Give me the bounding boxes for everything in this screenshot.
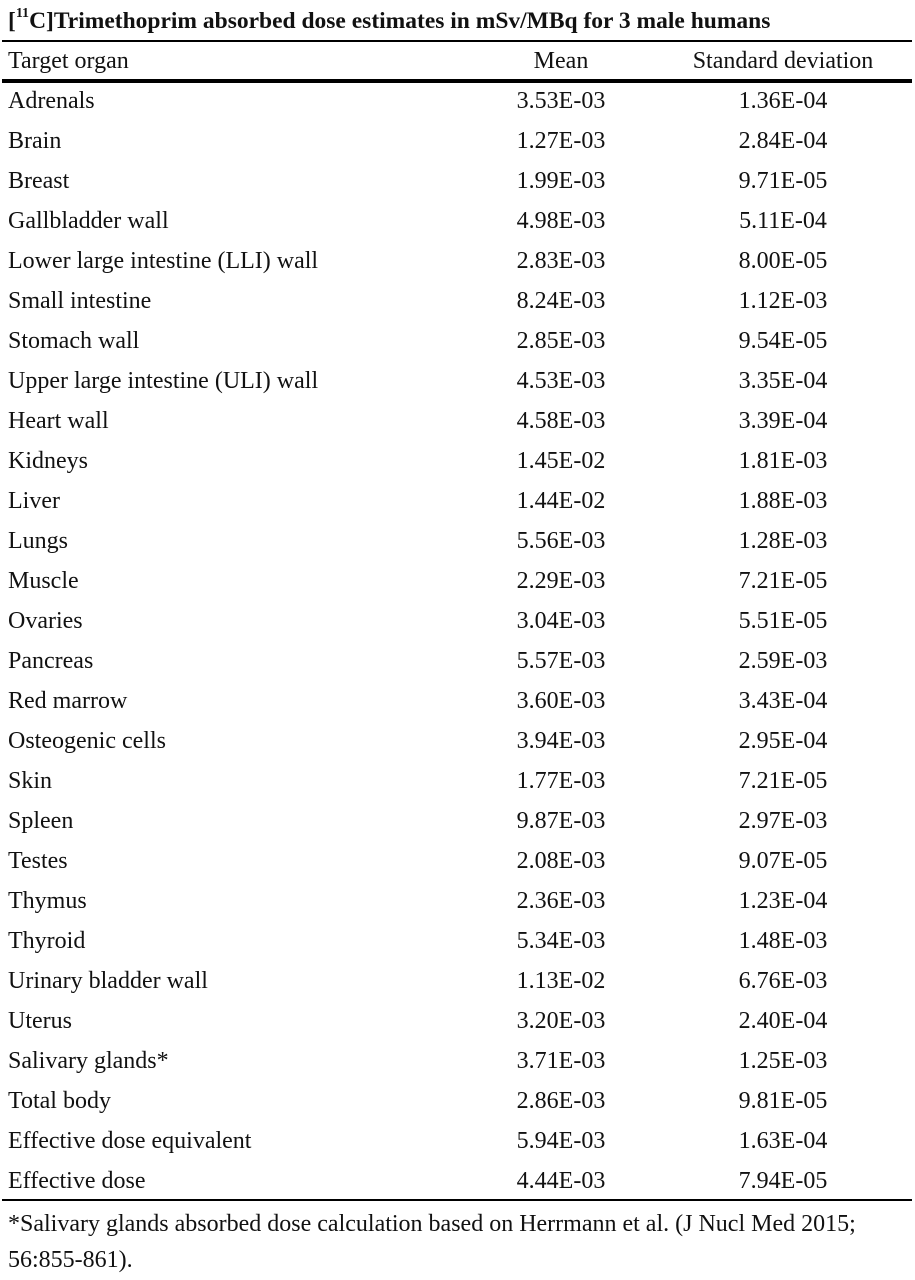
cell-mean: 9.87E-03	[516, 808, 606, 834]
table-row	[0, 601, 915, 641]
cell-target-organ: Urinary bladder wall	[8, 968, 208, 994]
cell-standard-deviation: 3.35E-04	[738, 368, 828, 394]
cell-standard-deviation: 9.71E-05	[738, 168, 828, 194]
cell-standard-deviation: 2.59E-03	[738, 648, 828, 674]
table-row	[0, 761, 915, 801]
cell-target-organ: Liver	[8, 488, 60, 514]
cell-mean: 4.44E-03	[516, 1168, 606, 1194]
table-row	[0, 681, 915, 721]
cell-standard-deviation: 3.39E-04	[738, 408, 828, 434]
table-row	[0, 1121, 915, 1161]
cell-target-organ: Lower large intestine (LLI) wall	[8, 248, 319, 274]
header-target-organ: Target organ	[8, 48, 129, 74]
cell-standard-deviation: 1.25E-03	[738, 1048, 828, 1074]
cell-mean: 5.56E-03	[516, 528, 606, 554]
cell-mean: 1.13E-02	[516, 968, 606, 994]
cell-standard-deviation: 1.28E-03	[738, 528, 828, 554]
table-row	[0, 881, 915, 921]
cell-mean: 8.24E-03	[516, 288, 606, 314]
table-row	[0, 961, 915, 1001]
table-row	[0, 1001, 915, 1041]
cell-target-organ: Testes	[8, 848, 68, 874]
cell-mean: 5.34E-03	[516, 928, 606, 954]
cell-mean: 4.58E-03	[516, 408, 606, 434]
cell-standard-deviation: 8.00E-05	[738, 248, 828, 274]
cell-mean: 1.27E-03	[516, 128, 606, 154]
cell-target-organ: Adrenals	[8, 88, 95, 114]
cell-mean: 3.71E-03	[516, 1048, 606, 1074]
header-mean: Mean	[533, 48, 589, 74]
cell-target-organ: Total body	[8, 1088, 111, 1114]
table-header-row	[0, 41, 915, 81]
table-row	[0, 121, 915, 161]
bottom-rule	[2, 1199, 912, 1201]
cell-standard-deviation: 5.11E-04	[739, 208, 827, 234]
cell-standard-deviation: 1.63E-04	[738, 1128, 828, 1154]
title-superscript: 11	[15, 6, 30, 22]
cell-target-organ: Uterus	[8, 1008, 72, 1034]
table-row	[0, 321, 915, 361]
cell-standard-deviation: 9.81E-05	[738, 1088, 828, 1114]
cell-standard-deviation: 1.12E-03	[738, 288, 828, 314]
table-row	[0, 1081, 915, 1121]
table-row	[0, 721, 915, 761]
cell-target-organ: Ovaries	[8, 608, 83, 634]
cell-target-organ: Pancreas	[8, 648, 94, 674]
cell-target-organ: Skin	[8, 768, 53, 794]
table-row	[0, 921, 915, 961]
cell-mean: 4.53E-03	[516, 368, 606, 394]
cell-mean: 2.86E-03	[516, 1088, 606, 1114]
table-row	[0, 361, 915, 401]
cell-standard-deviation: 7.94E-05	[738, 1168, 828, 1194]
cell-mean: 3.94E-03	[516, 728, 606, 754]
cell-target-organ: Gallbladder wall	[8, 208, 169, 234]
cell-target-organ: Red marrow	[8, 688, 128, 714]
cell-mean: 5.94E-03	[516, 1128, 606, 1154]
cell-standard-deviation: 5.51E-05	[738, 608, 828, 634]
title-text: C]Trimethoprim absorbed dose estimates in mSv/MBq for 3 male humans	[29, 8, 771, 34]
cell-mean: 5.57E-03	[516, 648, 606, 674]
cell-target-organ: Thymus	[8, 888, 87, 914]
table-row	[0, 1161, 915, 1201]
cell-target-organ: Salivary glands*	[8, 1048, 169, 1074]
cell-target-organ: Effective dose	[8, 1168, 146, 1194]
table-title	[8, 6, 908, 36]
cell-mean: 4.98E-03	[516, 208, 606, 234]
cell-target-organ: Brain	[8, 128, 62, 154]
cell-mean: 2.83E-03	[516, 248, 606, 274]
cell-target-organ: Effective dose equivalent	[8, 1128, 252, 1154]
table-row	[0, 81, 915, 121]
cell-target-organ: Osteogenic cells	[8, 728, 166, 754]
cell-standard-deviation: 7.21E-05	[738, 768, 828, 794]
cell-standard-deviation: 9.54E-05	[738, 328, 828, 354]
table-row	[0, 641, 915, 681]
cell-target-organ: Spleen	[8, 808, 74, 834]
table-row	[0, 441, 915, 481]
title-prefix: [	[8, 8, 16, 34]
cell-target-organ: Thyroid	[8, 928, 86, 954]
table-row	[0, 201, 915, 241]
cell-standard-deviation: 7.21E-05	[738, 568, 828, 594]
header-standard-deviation: Standard deviation	[692, 48, 874, 74]
cell-standard-deviation: 2.97E-03	[738, 808, 828, 834]
cell-standard-deviation: 1.48E-03	[738, 928, 828, 954]
table-row	[0, 401, 915, 441]
cell-target-organ: Muscle	[8, 568, 79, 594]
cell-target-organ: Lungs	[8, 528, 68, 554]
cell-target-organ: Upper large intestine (ULI) wall	[8, 368, 319, 394]
cell-mean: 3.53E-03	[516, 88, 606, 114]
cell-standard-deviation: 1.88E-03	[738, 488, 828, 514]
cell-standard-deviation: 1.36E-04	[738, 88, 828, 114]
cell-target-organ: Kidneys	[8, 448, 88, 474]
table-row	[0, 1041, 915, 1081]
table-row	[0, 561, 915, 601]
cell-standard-deviation: 2.95E-04	[738, 728, 828, 754]
cell-standard-deviation: 6.76E-03	[738, 968, 828, 994]
table-row	[0, 521, 915, 561]
table-row	[0, 481, 915, 521]
cell-target-organ: Breast	[8, 168, 70, 194]
cell-mean: 1.45E-02	[516, 448, 606, 474]
cell-standard-deviation: 1.81E-03	[738, 448, 828, 474]
table-row	[0, 801, 915, 841]
cell-standard-deviation: 3.43E-04	[738, 688, 828, 714]
table-row	[0, 841, 915, 881]
table-row	[0, 161, 915, 201]
cell-mean: 1.99E-03	[516, 168, 606, 194]
cell-mean: 1.77E-03	[516, 768, 606, 794]
cell-target-organ: Stomach wall	[8, 328, 140, 354]
cell-mean: 1.44E-02	[516, 488, 606, 514]
cell-mean: 2.85E-03	[516, 328, 606, 354]
cell-mean: 3.04E-03	[516, 608, 606, 634]
cell-mean: 3.60E-03	[516, 688, 606, 714]
cell-mean: 2.36E-03	[516, 888, 606, 914]
cell-target-organ: Small intestine	[8, 288, 152, 314]
cell-standard-deviation: 2.40E-04	[738, 1008, 828, 1034]
cell-mean: 2.29E-03	[516, 568, 606, 594]
cell-mean: 2.08E-03	[516, 848, 606, 874]
cell-standard-deviation: 9.07E-05	[738, 848, 828, 874]
footnote: *Salivary glands absorbed dose calculation based on Herrmann et al. (J Nucl Med 2015; 56:855-861).	[8, 1211, 856, 1273]
cell-standard-deviation: 1.23E-04	[738, 888, 828, 914]
cell-standard-deviation: 2.84E-04	[738, 128, 828, 154]
table-row	[0, 241, 915, 281]
cell-mean: 3.20E-03	[516, 1008, 606, 1034]
table-row	[0, 281, 915, 321]
cell-target-organ: Heart wall	[8, 408, 109, 434]
